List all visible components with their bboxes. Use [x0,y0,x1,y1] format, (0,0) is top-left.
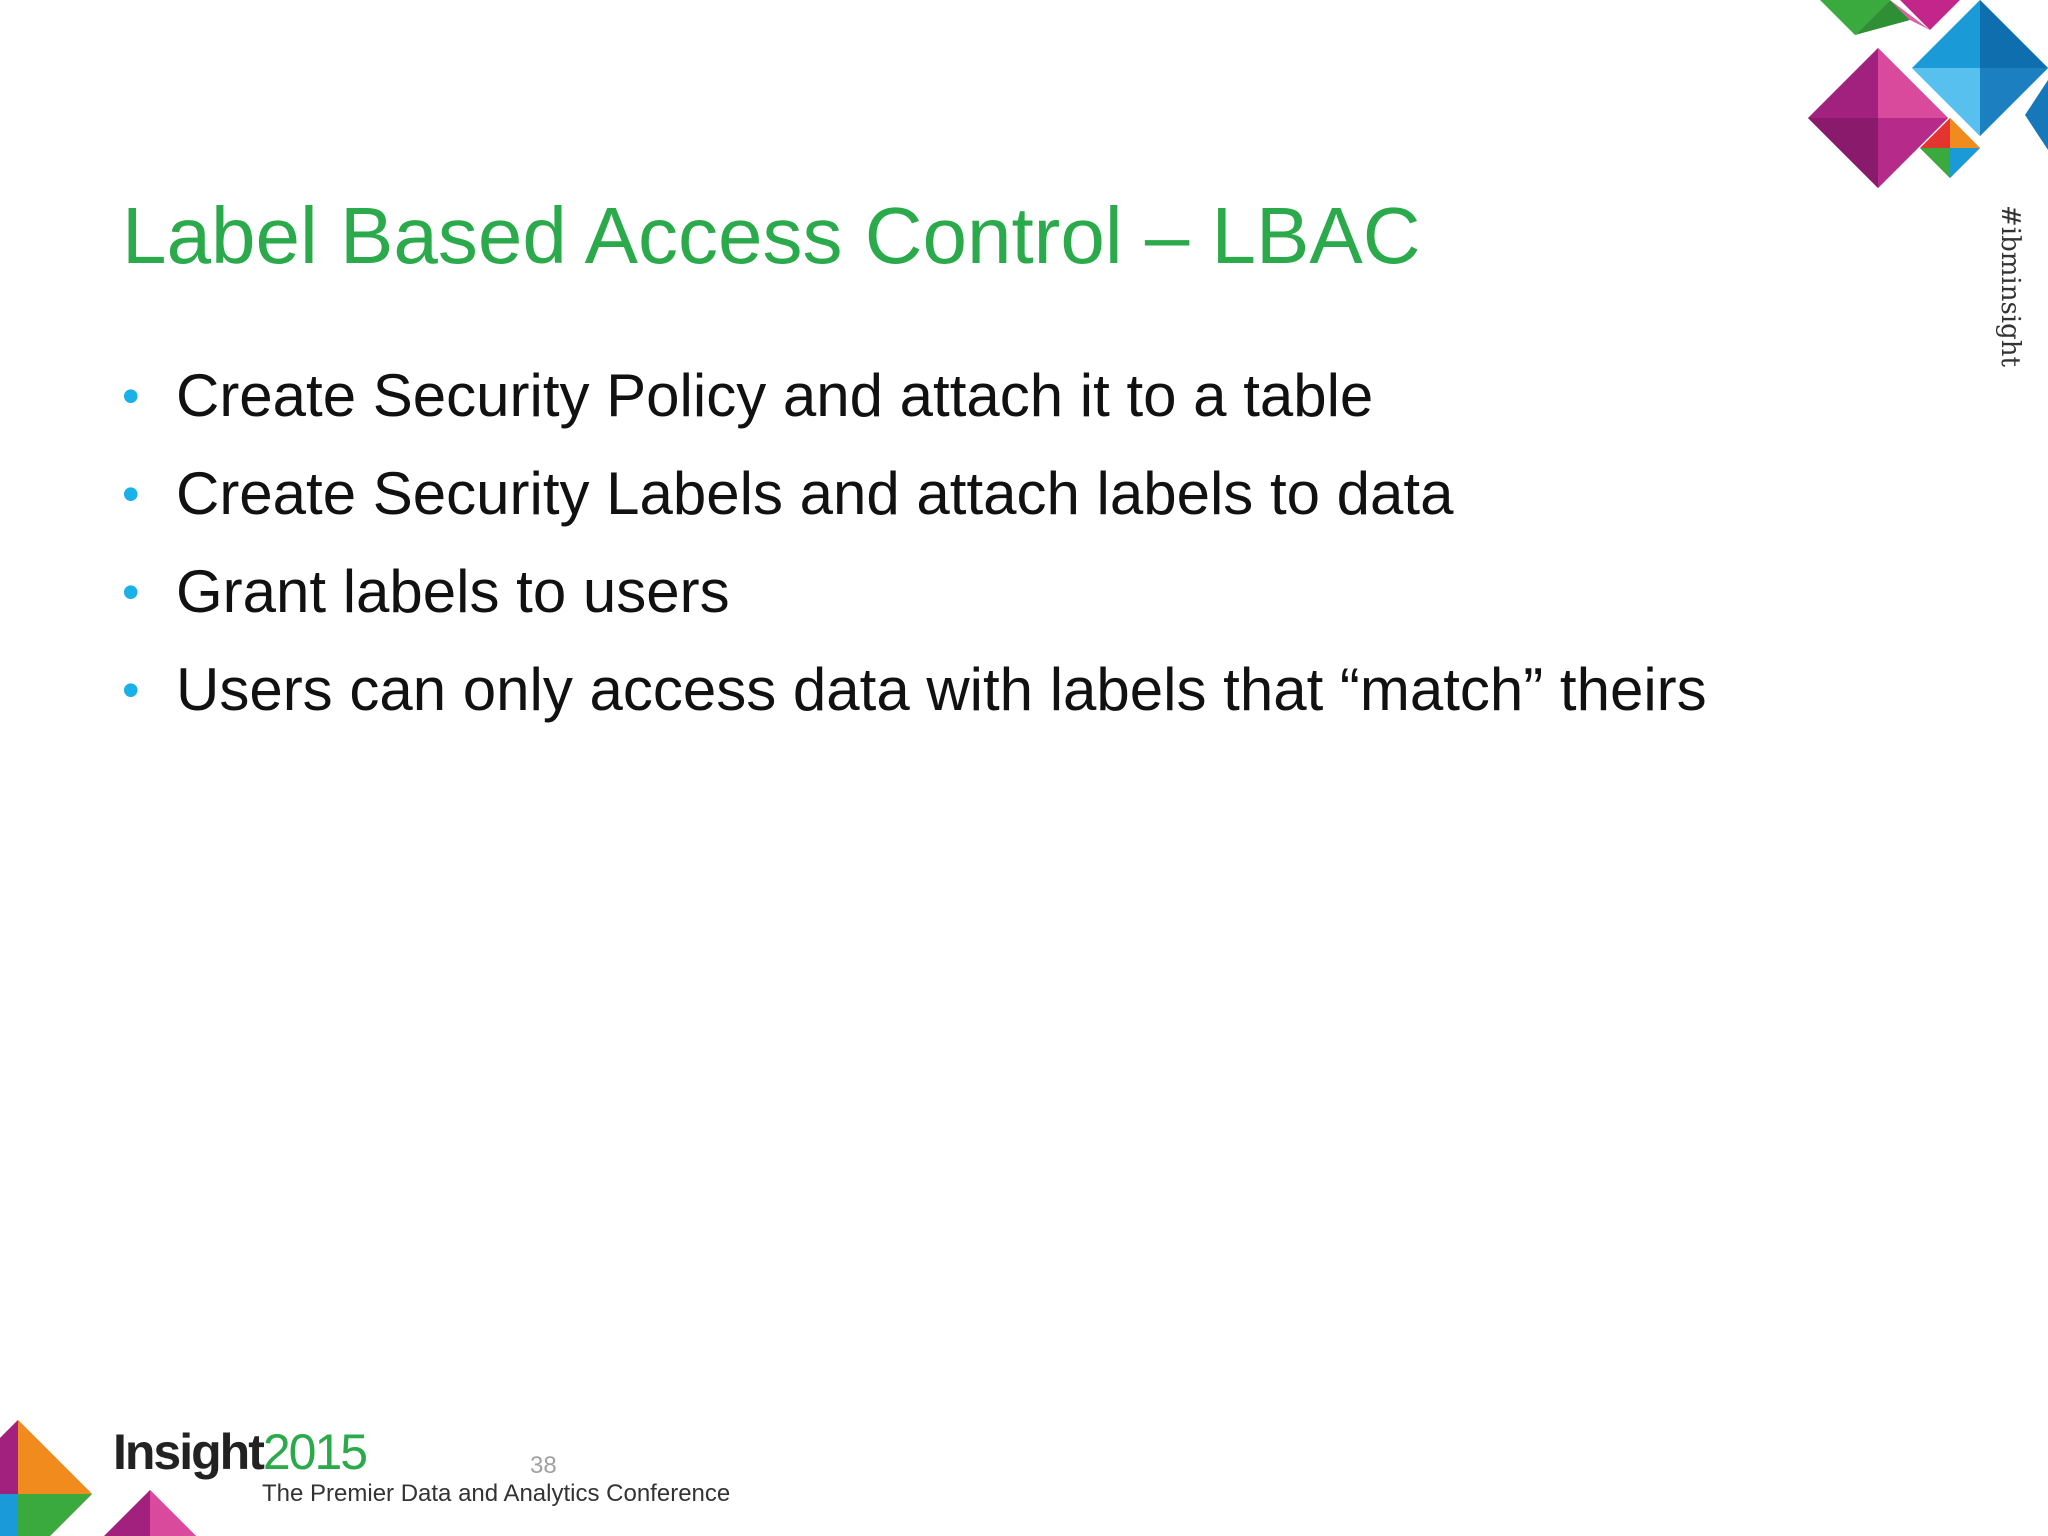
decorative-diamonds-top [1800,0,2048,190]
bullet-icon: • [122,564,140,620]
bullet-list [122,358,1707,750]
bullet-item-grant-labels [122,554,1707,652]
bullet-item-security-labels [122,456,1707,554]
bullet-text: Users can only access data with labels that “match” theirs [176,656,1707,723]
bullet-icon: • [122,368,140,424]
logo-bold-text: Insight [113,1424,263,1480]
logo-year-text: 2015 [262,1424,367,1480]
bullet-icon: • [122,466,140,522]
hashtag-label: #ibminsight [1995,205,2025,367]
page-number: 38 [530,1452,557,1479]
bullet-item-access-match [122,652,1707,750]
conference-tagline: The Premier Data and Analytics Conference [262,1480,731,1507]
slide-title: Label Based Access Control – LBAC [122,191,1421,280]
bullet-icon: • [122,662,140,718]
bullet-text: Create Security Labels and attach labels to data [176,460,1454,527]
bullet-item-security-policy [122,358,1707,456]
bullet-text: Create Security Policy and attach it to a table [176,362,1374,429]
insight-logo [113,1424,366,1480]
bullet-text: Grant labels to users [176,558,730,625]
